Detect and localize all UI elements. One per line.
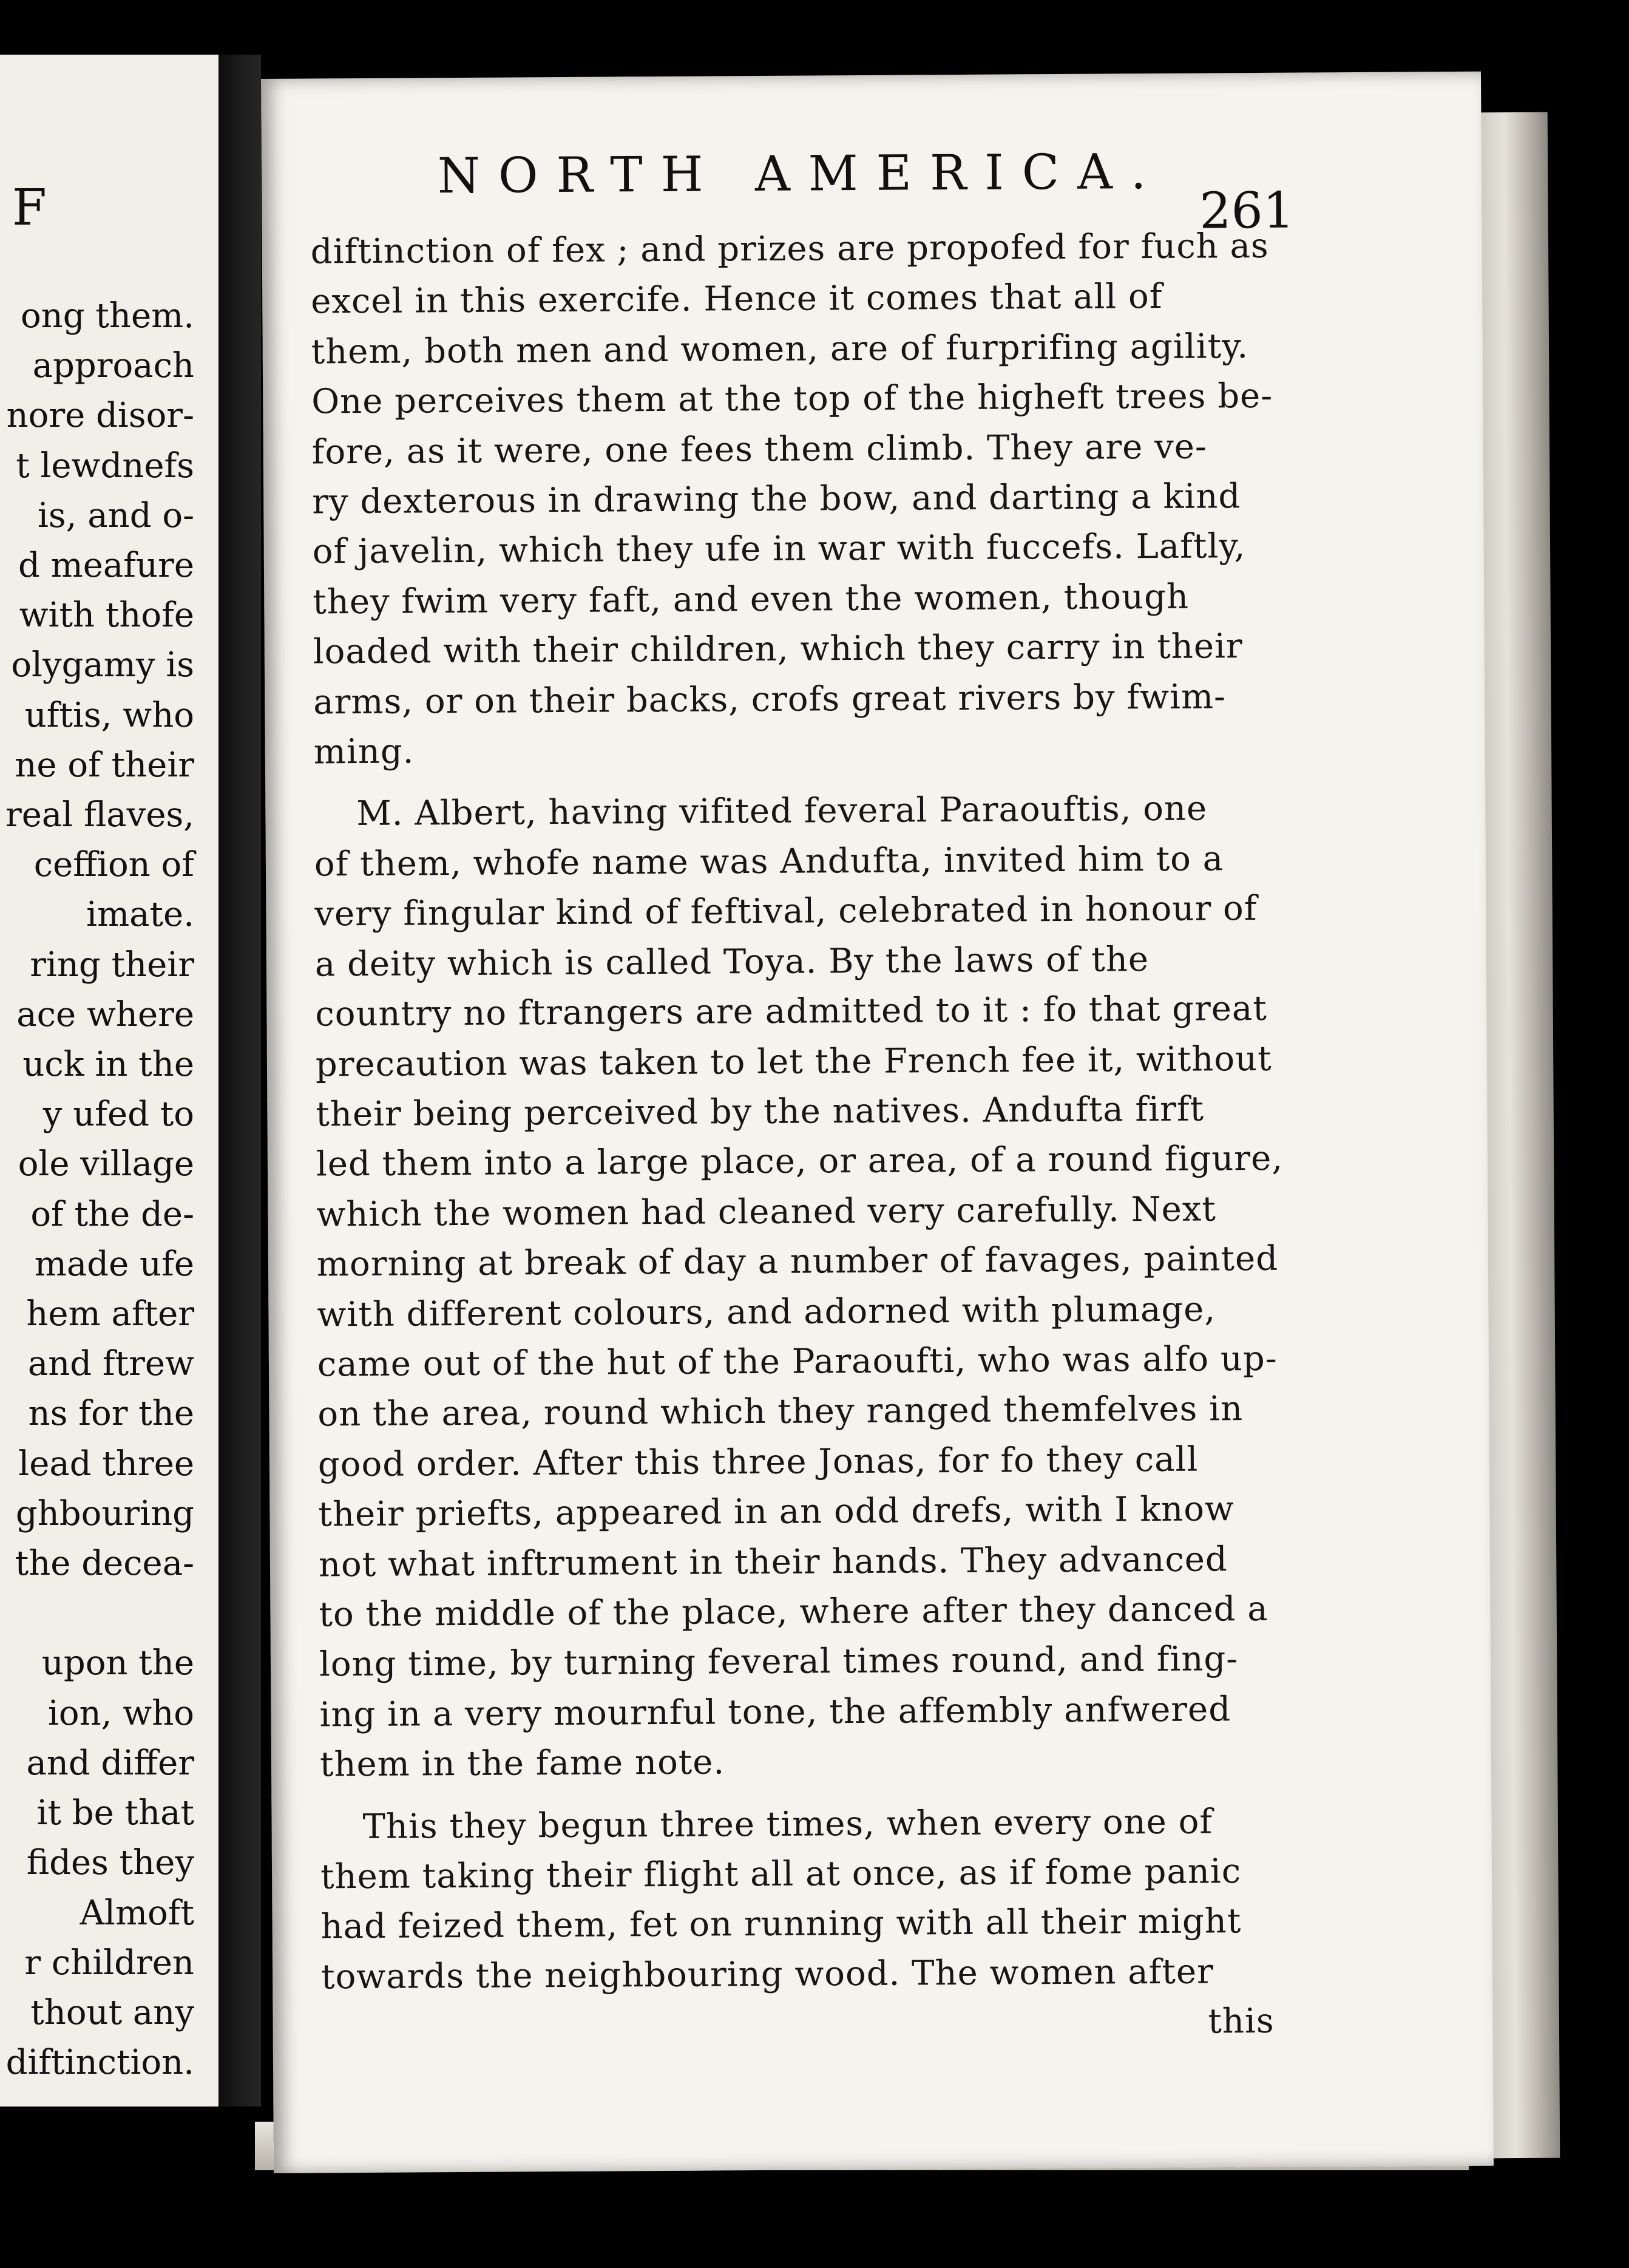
text-line: their priefts, appeared in an odd drefs, with I know bbox=[318, 1489, 1235, 1535]
left-page bbox=[0, 55, 218, 2107]
left-page-line: ole village bbox=[18, 1144, 194, 1184]
left-page-line: r children bbox=[24, 1943, 194, 1983]
left-page-line: ne of their bbox=[15, 745, 194, 785]
left-page-line: and ftrew bbox=[27, 1344, 194, 1384]
text-line: on the area, round which they ranged themfelves in bbox=[317, 1389, 1244, 1434]
left-page-line: ong them. bbox=[20, 296, 194, 336]
text-line: a deity which is called Toya. By the laws of the bbox=[314, 939, 1150, 985]
running-head: NORTH AMERICA. bbox=[437, 143, 1165, 205]
left-page-line: made ufe bbox=[34, 1244, 194, 1284]
left-page-line: fides they bbox=[26, 1843, 194, 1883]
text-line: led them into a large place, or area, of a round figure, bbox=[316, 1139, 1284, 1184]
text-line: One perceives them at the top of the higheft trees be- bbox=[311, 376, 1273, 422]
text-line: morning at break of day a number of favages, painted bbox=[316, 1238, 1279, 1285]
left-page-line: diftinction. bbox=[5, 2043, 194, 2083]
text-line: of them, whofe name was Andufta, invited him to a bbox=[314, 839, 1224, 884]
text-line: arms, or on their backs, crofs great rivers by fwim- bbox=[313, 676, 1227, 722]
page-number: 261 bbox=[1199, 182, 1295, 240]
left-page-line: ace where bbox=[16, 994, 194, 1034]
text-line: excel in this exercife. Hence it comes that all of bbox=[311, 277, 1163, 322]
left-page-line: and differ bbox=[26, 1743, 194, 1783]
text-line: very fingular kind of feftival, celebrated in honour of bbox=[314, 889, 1258, 934]
text-line: loaded with their children, which they carry in their bbox=[313, 626, 1243, 672]
text-line: their being perceived by the natives. Andufta firft bbox=[316, 1089, 1205, 1135]
text-line: diftinction of fex ; and prizes are propofed for fuch as bbox=[310, 226, 1269, 272]
left-page-line: Almoft bbox=[80, 1893, 194, 1933]
text-line: M. Albert, having vifited feveral Paraouftis, one bbox=[356, 789, 1208, 834]
left-page-line: y ufed to bbox=[42, 1095, 194, 1135]
left-page-line: with thofe bbox=[19, 596, 194, 636]
left-page-line: hem after bbox=[26, 1294, 194, 1334]
left-page-line: ceffion of bbox=[33, 845, 194, 885]
text-line: This they begun three times, when every one of bbox=[362, 1802, 1213, 1847]
left-page-line: thout any bbox=[30, 1992, 194, 2032]
left-page-line: it be that bbox=[36, 1793, 194, 1833]
book-gutter bbox=[218, 55, 261, 2107]
text-line: ming. bbox=[313, 732, 415, 772]
left-page-line: the decea- bbox=[15, 1544, 194, 1584]
left-page-line: ion, who bbox=[47, 1693, 194, 1733]
text-line: towards the neighbouring wood. The women after bbox=[320, 1952, 1214, 1997]
left-page-line: lead three bbox=[18, 1444, 194, 1484]
left-page-header: F bbox=[12, 179, 49, 237]
left-page-line: uftis, who bbox=[24, 695, 194, 735]
text-line: them taking their flight all at once, as if fome panic bbox=[320, 1852, 1242, 1897]
text-line: them in the fame note. bbox=[319, 1742, 725, 1785]
catchword: this bbox=[1208, 2001, 1275, 2042]
text-line: not what inftrument in their hands. They advanced bbox=[318, 1539, 1228, 1585]
text-line: ing in a very mournful tone, the affembly anfwered bbox=[319, 1689, 1231, 1735]
text-line: ry dexterous in drawing the bow, and darting a kind bbox=[312, 477, 1241, 522]
text-line: fore, as it were, one fees them climb. They are ve- bbox=[311, 427, 1208, 472]
text-line: long time, by turning feveral times round, and fing- bbox=[319, 1639, 1239, 1685]
text-line: to the middle of the place, where after they danced a bbox=[319, 1589, 1268, 1635]
left-page-text bbox=[5, 291, 194, 2088]
left-page-line: nore disor- bbox=[6, 396, 194, 436]
text-line: came out of the hut of the Paraoufti, who was alfo up- bbox=[317, 1339, 1278, 1385]
text-line: they fwim very faft, and even the women, though bbox=[313, 577, 1190, 622]
left-page-line: upon the bbox=[41, 1643, 194, 1683]
text-line: country no ftrangers are admitted to it : fo that great bbox=[315, 988, 1268, 1034]
body-text bbox=[310, 222, 1286, 2052]
left-page-line: ghbouring bbox=[15, 1493, 194, 1533]
left-page-line: ns for the bbox=[28, 1394, 194, 1434]
left-page-line: ring their bbox=[30, 945, 194, 985]
left-page-line: real flaves, bbox=[5, 795, 194, 835]
left-page-line: uck in the bbox=[22, 1045, 194, 1085]
text-line: with different colours, and adorned with plumage, bbox=[317, 1289, 1216, 1335]
left-page-line: of the de- bbox=[30, 1194, 194, 1234]
left-page-line: t lewdnefs bbox=[16, 446, 194, 486]
text-line: good order. After this three Jonas, for fo they call bbox=[317, 1439, 1199, 1485]
left-page-line: imate. bbox=[86, 895, 194, 935]
text-line: precaution was taken to let the French fee it, without bbox=[315, 1039, 1272, 1084]
text-line: which the women had cleaned very carefully. Next bbox=[316, 1189, 1217, 1235]
text-line: of javelin, which they ufe in war with fuccefs. Laftly, bbox=[312, 526, 1246, 572]
text-line: had feized them, fet on running with all their might bbox=[320, 1901, 1242, 1947]
left-page-line: d meafure bbox=[18, 546, 194, 586]
left-page-line: approach bbox=[32, 346, 194, 386]
left-page-line bbox=[5, 1589, 194, 1638]
left-page-line: is, and o- bbox=[38, 495, 194, 535]
left-page-line: olygamy is bbox=[11, 645, 194, 685]
right-page bbox=[261, 72, 1494, 2173]
text-line: them, both men and women, are of furprifing agility. bbox=[311, 326, 1249, 372]
